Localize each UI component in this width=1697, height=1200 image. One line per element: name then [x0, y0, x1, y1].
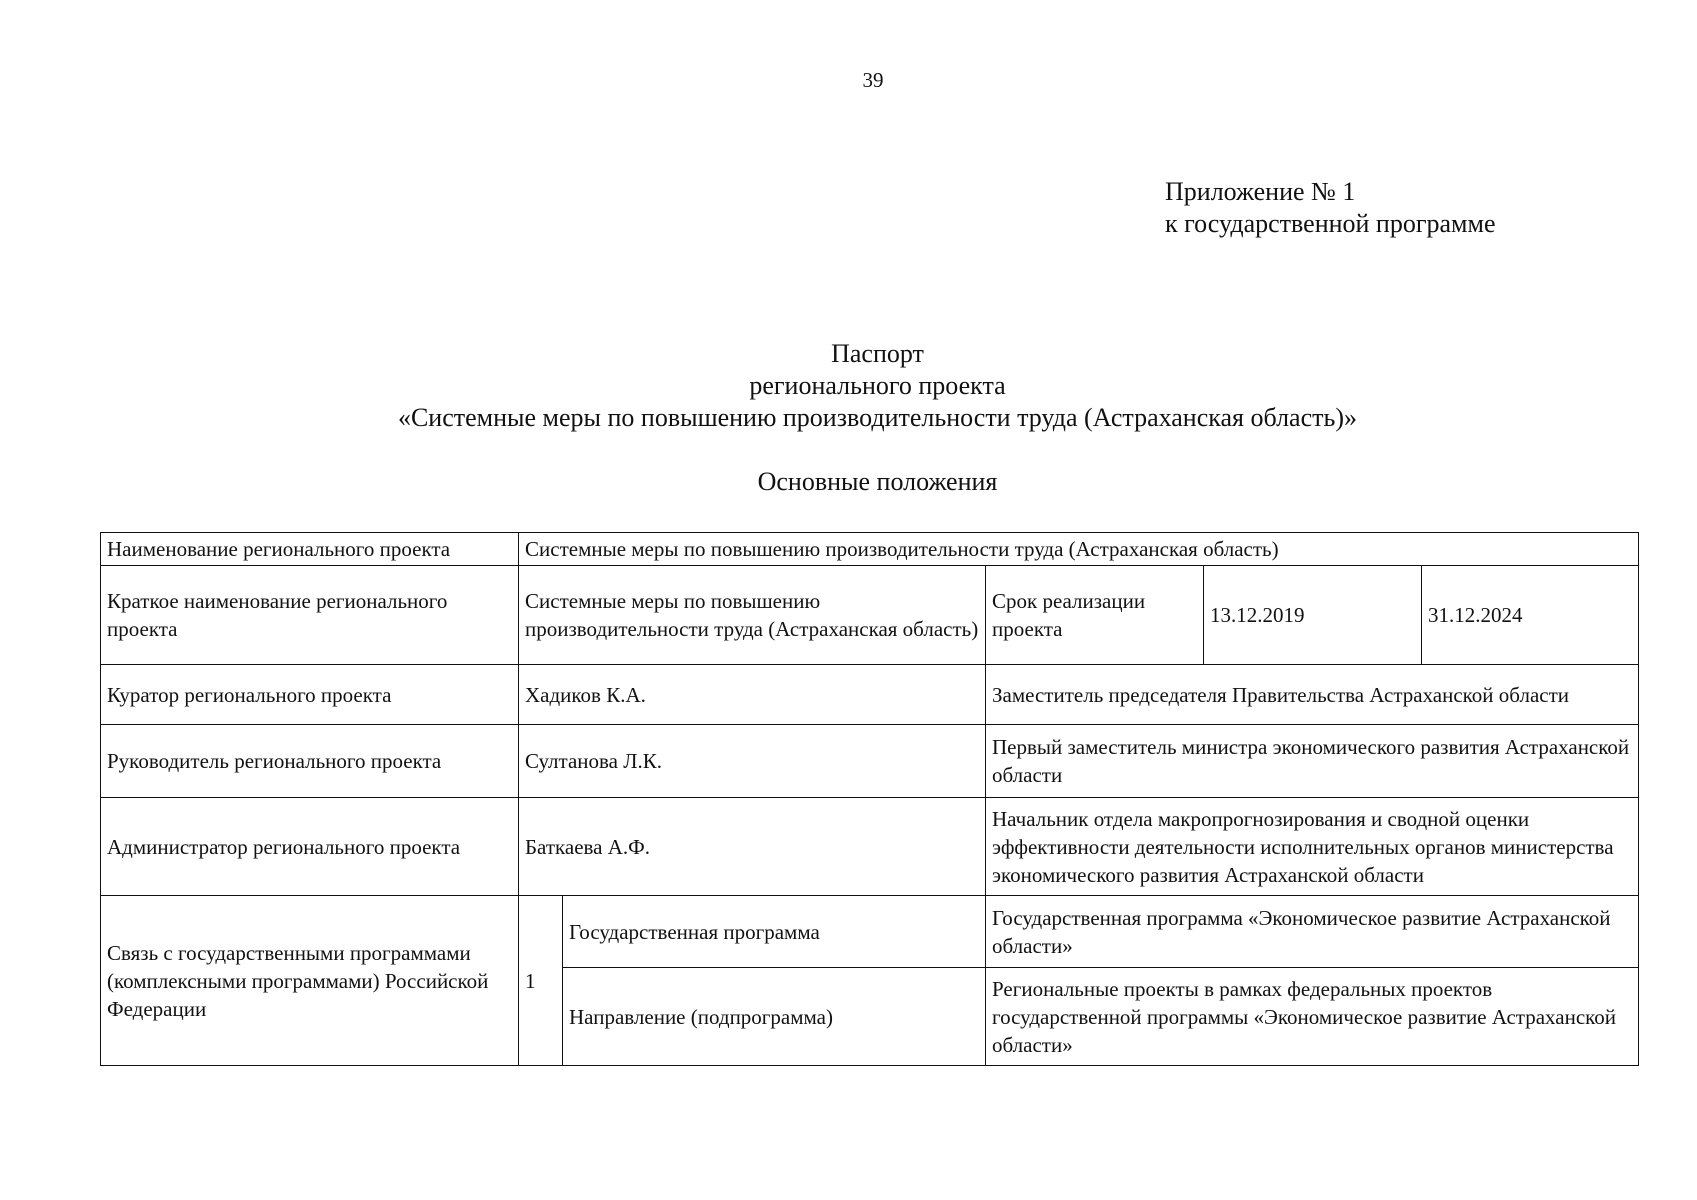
cell-label-head: Руководитель регионального проекта	[101, 725, 519, 798]
table-row-admin	[101, 798, 1639, 896]
cell-label-curator: Куратор регионального проекта	[101, 665, 519, 725]
title-line-3: «Системные меры по повышению производительности труда (Астраханская область)»	[397, 403, 1358, 432]
title-line-1: Паспорт	[831, 339, 924, 368]
cell-label-links: Связь с государственными программами (комплексными программами) Российской Федерации	[101, 896, 519, 1066]
cell-curator-position: Заместитель председателя Правительства Астраханской области	[986, 665, 1639, 725]
cell-admin-position: Начальник отдела макропрогнозирования и сводной оценки эффективности деятельности исполнительных органов министерства экономического развития Астраханской области	[986, 798, 1639, 896]
passport-table	[100, 532, 1639, 1066]
section-title: Основные положения	[757, 467, 998, 496]
cell-label-short-name: Краткое наименование регионального проекта	[101, 566, 519, 665]
cell-links-number: 1	[519, 896, 563, 1066]
table-row-short-name	[101, 566, 1639, 665]
cell-links-value-1: Государственная программа «Экономическое развитие Астраханской области»	[986, 896, 1639, 968]
cell-curator-name: Хадиков К.А.	[519, 665, 986, 725]
table-row-links-1	[101, 896, 1639, 968]
title-line-2: регионального проекта	[749, 371, 1006, 400]
table-row-project-name	[101, 533, 1639, 566]
cell-links-type-1: Государственная программа	[563, 896, 986, 968]
cell-label-admin: Администратор регионального проекта	[101, 798, 519, 896]
table-row-head	[101, 725, 1639, 798]
cell-links-value-2: Региональные проекты в рамках федеральных проектов государственной программы «Экономическое развитие Астраханской области»	[986, 968, 1639, 1066]
cell-value-short-name: Системные меры по повышению производительности труда (Астраханская область)	[519, 566, 986, 665]
appendix-note	[1165, 176, 1496, 240]
appendix-line-1: Приложение № 1	[1165, 177, 1356, 206]
appendix-line-2: к государственной программе	[1165, 209, 1496, 238]
document-title	[0, 338, 1697, 434]
cell-term-start: 13.12.2019	[1204, 566, 1422, 665]
cell-links-type-2: Направление (подпрограмма)	[563, 968, 986, 1066]
cell-value-project-name: Системные меры по повышению производительности труда (Астраханская область)	[519, 533, 1639, 566]
cell-head-position: Первый заместитель министра экономического развития Астраханской области	[986, 725, 1639, 798]
cell-label-project-name: Наименование регионального проекта	[101, 533, 519, 566]
cell-head-name: Султанова Л.К.	[519, 725, 986, 798]
cell-label-term: Срок реализации проекта	[986, 566, 1204, 665]
cell-term-end: 31.12.2024	[1422, 566, 1639, 665]
table-row-curator	[101, 665, 1639, 725]
page-number: 39	[862, 68, 884, 92]
cell-admin-name: Баткаева А.Ф.	[519, 798, 986, 896]
